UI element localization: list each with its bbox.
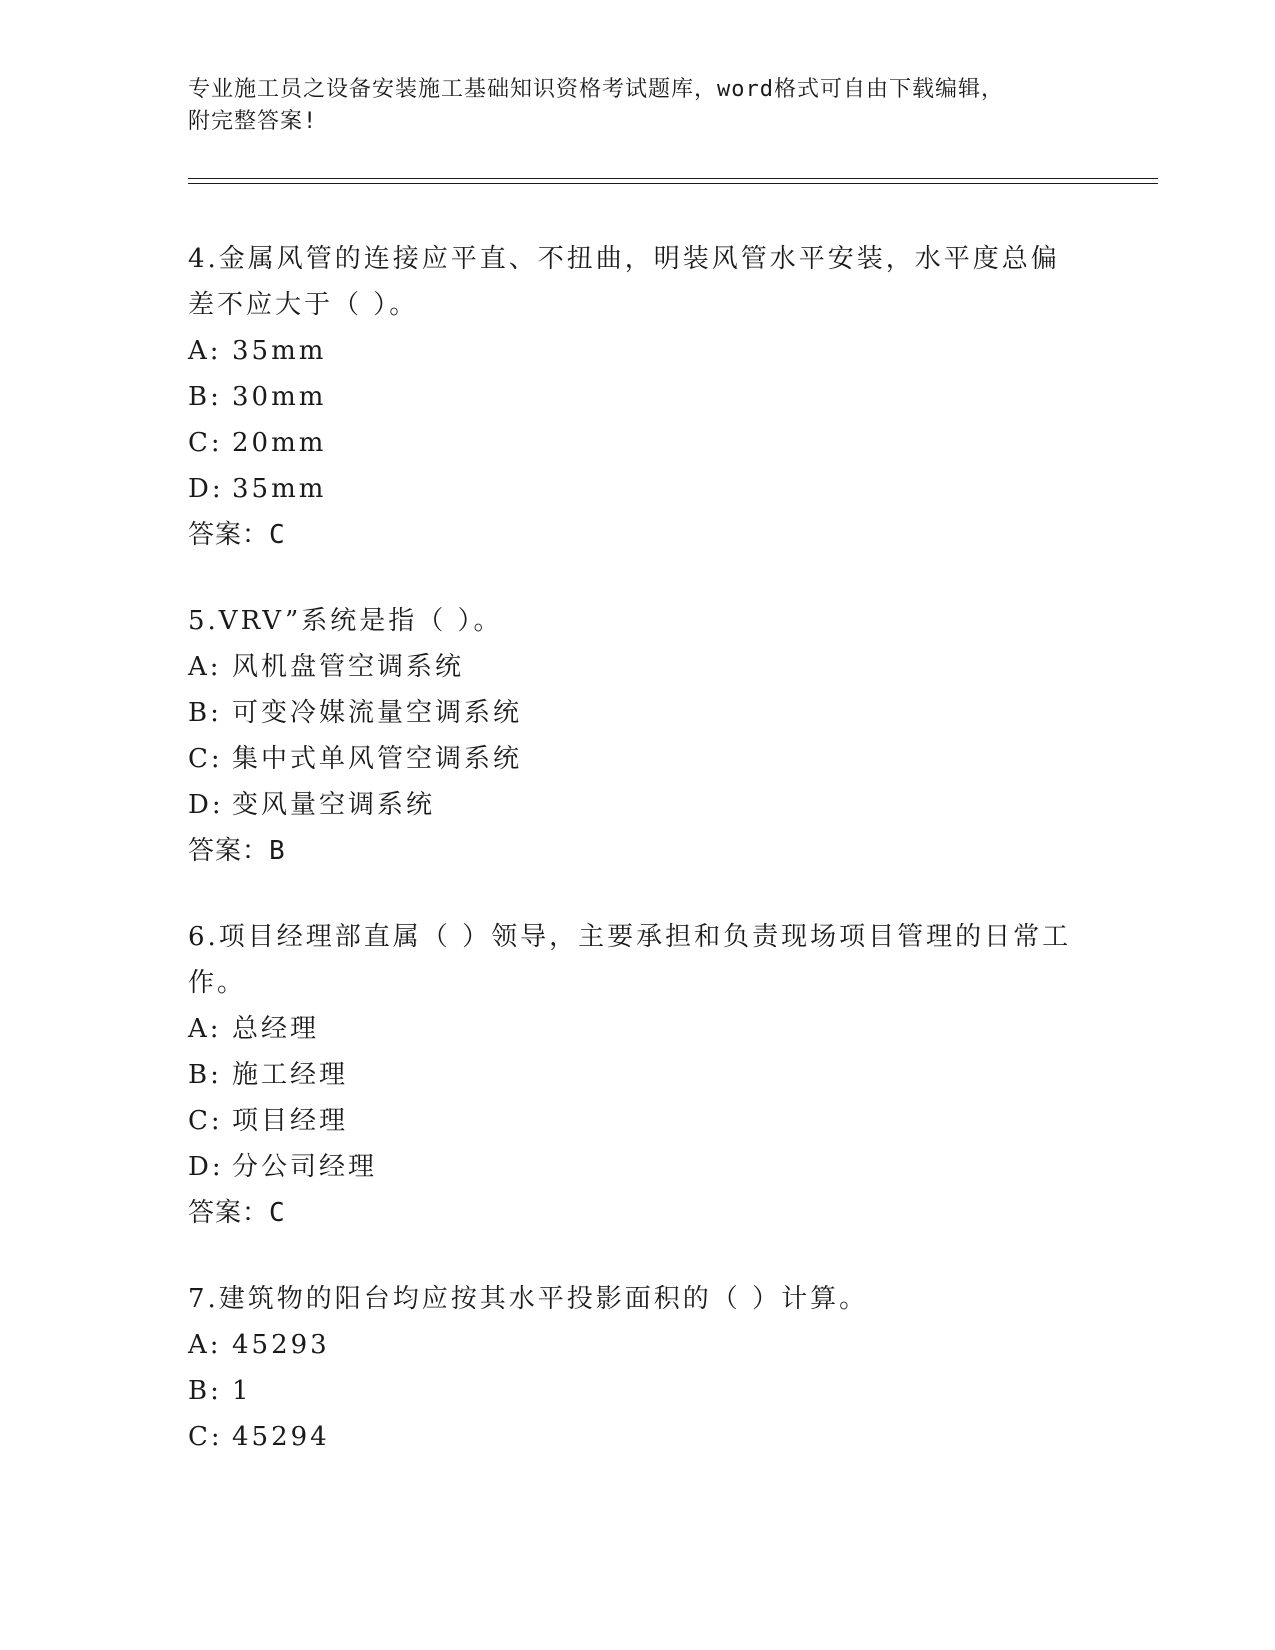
option-b (188, 1368, 1088, 1414)
question-stem: 4.金属风管的连接应平直、不扭曲，明装风管水平安装，水平度总偏差不应大于（ ）。 (188, 244, 1060, 320)
option-key: A: (188, 1014, 222, 1044)
option-text: 45293 (232, 1330, 330, 1360)
option-b (188, 1052, 1088, 1098)
option-text: 分公司经理 (232, 1152, 378, 1182)
option-key: D: (188, 1152, 224, 1182)
question-stem: 6.项目经理部直属（ ）领导，主要承担和负责现场项目管理的日常工作。 (188, 922, 1072, 998)
option-key: C: (188, 744, 223, 774)
option-text: 项目经理 (232, 1106, 349, 1136)
option-text: 35mm (232, 474, 327, 504)
option-a (188, 1322, 1088, 1368)
option-key: C: (188, 1422, 223, 1452)
option-key: B: (188, 1376, 222, 1406)
option-key: C: (188, 1106, 223, 1136)
question-5 (188, 598, 1088, 874)
option-c (188, 420, 1088, 466)
option-text: 风机盘管空调系统 (232, 652, 465, 682)
option-key: B: (188, 1060, 222, 1090)
answer-line: 答案：B (188, 836, 286, 866)
option-a (188, 644, 1088, 690)
option-d (188, 1144, 1088, 1190)
option-a (188, 1006, 1088, 1052)
option-b (188, 690, 1088, 736)
option-key: A: (188, 336, 222, 366)
option-text: 总经理 (232, 1014, 320, 1044)
option-b (188, 374, 1088, 420)
header-line-1: 专业施工员之设备安装施工基础知识资格考试题库，word格式可自由下载编辑， (188, 77, 1004, 102)
document-header (188, 74, 1088, 138)
question-7 (188, 1276, 1088, 1460)
question-list (188, 236, 1088, 1500)
option-text: 20mm (232, 428, 327, 458)
option-key: D: (188, 474, 224, 504)
option-text: 集中式单风管空调系统 (232, 744, 523, 774)
option-key: B: (188, 698, 222, 728)
option-key: D: (188, 790, 224, 820)
question-stem: 7.建筑物的阳台均应按其水平投影面积的（ ）计算。 (188, 1284, 869, 1314)
option-key: C: (188, 428, 223, 458)
option-text: 1 (232, 1376, 252, 1406)
option-key: A: (188, 652, 222, 682)
option-d (188, 466, 1088, 512)
option-text: 施工经理 (232, 1060, 349, 1090)
option-text: 30mm (232, 382, 327, 412)
header-divider (188, 178, 1158, 184)
option-text: 变风量空调系统 (232, 790, 436, 820)
option-key: B: (188, 382, 222, 412)
option-d (188, 782, 1088, 828)
option-text: 45294 (232, 1422, 330, 1452)
option-c (188, 736, 1088, 782)
question-4 (188, 236, 1088, 558)
question-6 (188, 914, 1088, 1236)
answer-line: 答案：C (188, 1198, 286, 1228)
header-line-2: 附完整答案! (188, 109, 318, 134)
question-stem: 5.VRV”系统是指（ ）。 (188, 606, 503, 636)
option-a (188, 328, 1088, 374)
option-c (188, 1414, 1088, 1460)
option-text: 35mm (232, 336, 327, 366)
answer-line: 答案：C (188, 520, 286, 550)
option-key: A: (188, 1330, 222, 1360)
option-text: 可变冷媒流量空调系统 (232, 698, 523, 728)
option-c (188, 1098, 1088, 1144)
